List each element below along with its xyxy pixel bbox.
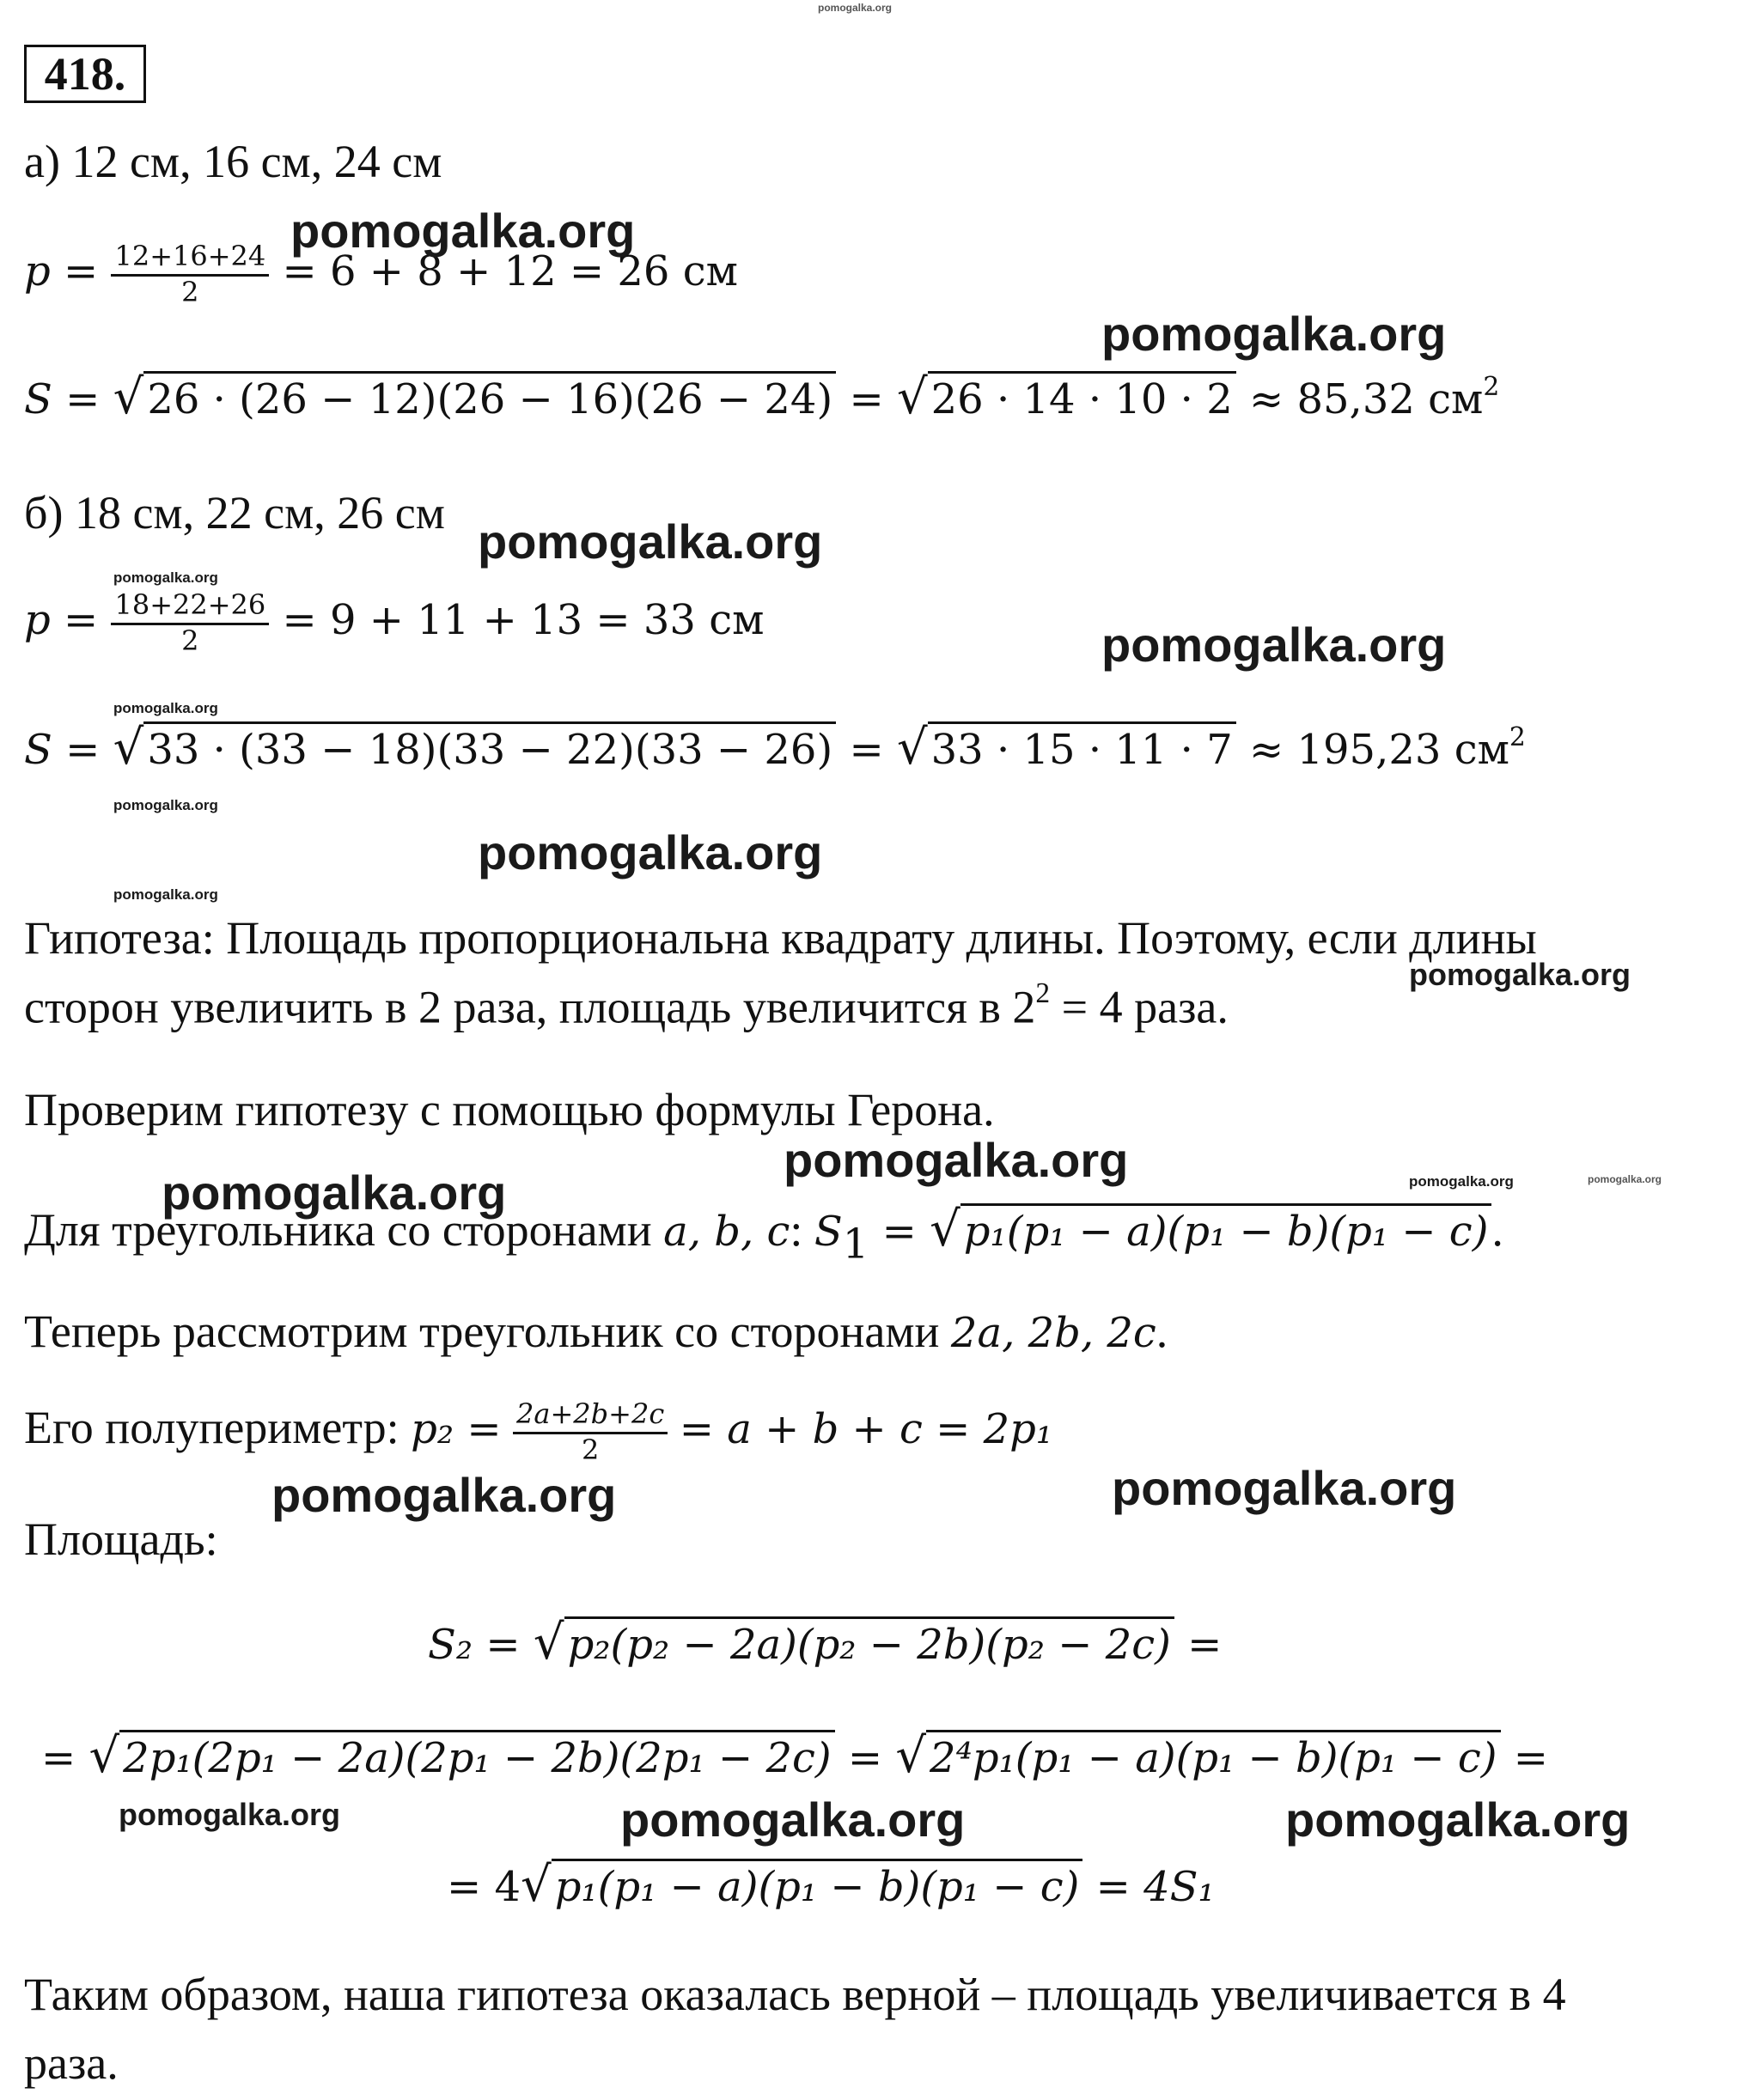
conclusion-line-2: раза. (24, 2037, 119, 2089)
part-a-s-sqrt-2: √26 · 14 · 10 · 2 (897, 369, 1236, 425)
part-a-s-radicand-1: 26 · (26 − 12)(26 − 16)(26 − 24) (143, 371, 836, 423)
eq-line-3-sqrt: √p₁(p₁ − a)(p₁ − b)(p₁ − c) (521, 1857, 1082, 1913)
part-b-s-radicand-2: 33 · 15 · 11 · 7 (928, 721, 1236, 774)
watermark: pomogalka.org (1101, 307, 1447, 361)
eq-line-3-start: = 4 (447, 1863, 521, 1911)
watermark: pomogalka.org (1588, 1173, 1662, 1185)
semiperimeter-fraction (513, 1397, 668, 1466)
triangle-2-text: Теперь рассмотрим треугольник со сторонами (24, 1306, 951, 1357)
watermark: pomogalka.org (478, 825, 823, 880)
check-line: Проверим гипотезу с помощью формулы Герона. (24, 1084, 995, 1135)
part-a-title: а) 12 см, 16 см, 24 см (24, 136, 442, 187)
part-a-s-lhs: S = (24, 375, 101, 423)
watermark: pomogalka.org (162, 1166, 507, 1220)
part-b-p-formula (24, 588, 765, 657)
part-b-s-radicand-1: 33 · (33 − 18)(33 − 22)(33 − 26) (143, 721, 836, 774)
part-b-title: б) 18 см, 22 см, 26 см (24, 487, 445, 539)
conclusion-line-1: Таким образом, наша гипотеза оказалась верной – площадь увеличивается в 4 (24, 1969, 1566, 2020)
site-url-header: pomogalka.org (818, 2, 893, 14)
hypothesis-line-1: Гипотеза: Площадь пропорциональна квадрату длины. Поэтому, если длины (24, 912, 1537, 964)
eq-line-2-eq: = (847, 1734, 883, 1782)
semiperimeter-denominator: 2 (581, 1433, 600, 1466)
eq-line-2-radicand-2: 2⁴p₁(p₁ − a)(p₁ − b)(p₁ − c) (926, 1730, 1500, 1782)
part-a-p-denominator: 2 (181, 275, 199, 308)
eq-line-3-end: = 4S₁ (1095, 1863, 1215, 1911)
hypothesis-line-2-a: сторон увеличить в 2 раза, площадь увеличится в 2 (24, 981, 1036, 1033)
part-b-s-result-exp: 2 (1509, 722, 1526, 753)
semiperimeter-numerator: 2a+2b+2c (513, 1400, 668, 1434)
part-b-s-sqrt-2: √33 · 15 · 11 · 7 (897, 720, 1236, 776)
part-b-s-result: ≈ 195,23 см (1249, 726, 1509, 774)
hypothesis-line-2-b: = 4 раза. (1050, 981, 1229, 1033)
triangle-1-colon: : (790, 1204, 814, 1256)
watermark: pomogalka.org (784, 1133, 1129, 1187)
eq-line-1-end: = (1187, 1621, 1223, 1669)
part-a-s-eq: = (849, 375, 884, 423)
triangle-1-s1: S (814, 1208, 843, 1256)
eq-line-1-sqrt: √p₂(p₂ − 2a)(p₂ − 2b)(p₂ − 2c) (534, 1615, 1174, 1671)
triangle-1-text: Для треугольника со сторонами (24, 1204, 664, 1256)
part-b-p-lhs: p = (24, 596, 99, 645)
watermark: pomogalka.org (1409, 1173, 1514, 1190)
semiperimeter-p2: p₂ = (411, 1405, 502, 1453)
part-b-p-denominator: 2 (181, 624, 199, 657)
eq-line-3 (447, 1857, 1215, 1913)
eq-line-1 (428, 1615, 1222, 1671)
triangle-1-eq: = (869, 1208, 930, 1256)
part-a-p-rhs: = 6 + 8 + 12 = 26 см (282, 247, 738, 296)
triangle-1-s1-sub: 1 (842, 1220, 869, 1269)
semiperimeter-rhs: = a + b + c = 2p₁ (679, 1405, 1053, 1453)
eq-line-3-radicand: p₁(p₁ − a)(p₁ − b)(p₁ − c) (552, 1859, 1083, 1911)
part-b-s-formula (24, 720, 1526, 776)
part-a-p-lhs: p = (24, 247, 99, 296)
hypothesis-exp: 2 (1035, 977, 1051, 1009)
eq-line-1-lhs: S₂ = (428, 1621, 521, 1669)
watermark: pomogalka.org (1112, 1461, 1457, 1515)
triangle-2-end: . (1156, 1306, 1168, 1357)
part-b-s-sqrt-1: √33 · (33 − 18)(33 − 22)(33 − 26) (113, 720, 837, 776)
semiperimeter-text: Его полупериметр: (24, 1402, 412, 1453)
triangle-1-radicand: p₁(p₁ − a)(p₁ − b)(p₁ − c) (960, 1203, 1492, 1257)
watermark: pomogalka.org (1409, 957, 1631, 992)
eq-line-2-radicand-1: 2p₁(2p₁ − 2a)(2p₁ − 2b)(2p₁ − 2c) (119, 1730, 834, 1782)
triangle-1-sqrt: √p₁(p₁ − a)(p₁ − b)(p₁ − c) (930, 1201, 1491, 1258)
eq-line-2-start: = (41, 1734, 76, 1782)
watermark: pomogalka.org (1285, 1793, 1631, 1847)
part-b-s-lhs: S = (24, 726, 101, 774)
eq-line-2-sqrt-2: √2⁴p₁(p₁ − a)(p₁ − b)(p₁ − c) (895, 1728, 1500, 1784)
part-a-p-fraction (111, 242, 269, 307)
triangle-2-vars: 2a, 2b, 2c (950, 1309, 1156, 1357)
part-a-s-result: ≈ 85,32 см (1249, 375, 1484, 423)
triangle-1-vars: a, b, c (663, 1208, 790, 1256)
eq-line-1-radicand: p₂(p₂ − 2a)(p₂ − 2b)(p₂ − 2c) (564, 1616, 1174, 1669)
eq-line-2-end: = (1513, 1734, 1548, 1782)
watermark: pomogalka.org (113, 886, 218, 903)
part-a-s-formula (24, 369, 1499, 425)
part-a-s-result-exp: 2 (1483, 372, 1500, 403)
watermark: pomogalka.org (119, 1797, 341, 1832)
part-b-p-rhs: = 9 + 11 + 13 = 33 см (282, 596, 765, 645)
problem-number: 418. (24, 45, 146, 103)
watermark: pomogalka.org (290, 204, 636, 258)
hypothesis-line-2 (24, 977, 1229, 1035)
triangle-2-line (24, 1304, 1168, 1360)
eq-line-2-sqrt-1: √2p₁(2p₁ − 2a)(2p₁ − 2b)(2p₁ − 2c) (88, 1728, 834, 1784)
watermark: pomogalka.org (271, 1468, 617, 1522)
watermark: pomogalka.org (113, 569, 218, 586)
watermark: pomogalka.org (620, 1793, 966, 1847)
part-b-p-fraction (111, 588, 269, 657)
part-b-p-numerator: 18+22+26 (111, 591, 269, 625)
area-label: Площадь: (24, 1513, 218, 1565)
eq-line-2 (41, 1728, 1548, 1784)
part-b-s-eq: = (849, 726, 884, 774)
watermark: pomogalka.org (1101, 618, 1447, 672)
part-a-p-numerator: 12+16+24 (111, 242, 269, 277)
part-a-s-sqrt-1: √26 · (26 − 12)(26 − 16)(26 − 24) (113, 369, 837, 425)
watermark: pomogalka.org (478, 514, 823, 569)
semiperimeter-line (24, 1397, 1053, 1466)
watermark: pomogalka.org (113, 700, 218, 716)
part-a-s-radicand-2: 26 · 14 · 10 · 2 (928, 371, 1236, 423)
watermark: pomogalka.org (113, 797, 218, 813)
triangle-1-end: . (1491, 1204, 1503, 1256)
